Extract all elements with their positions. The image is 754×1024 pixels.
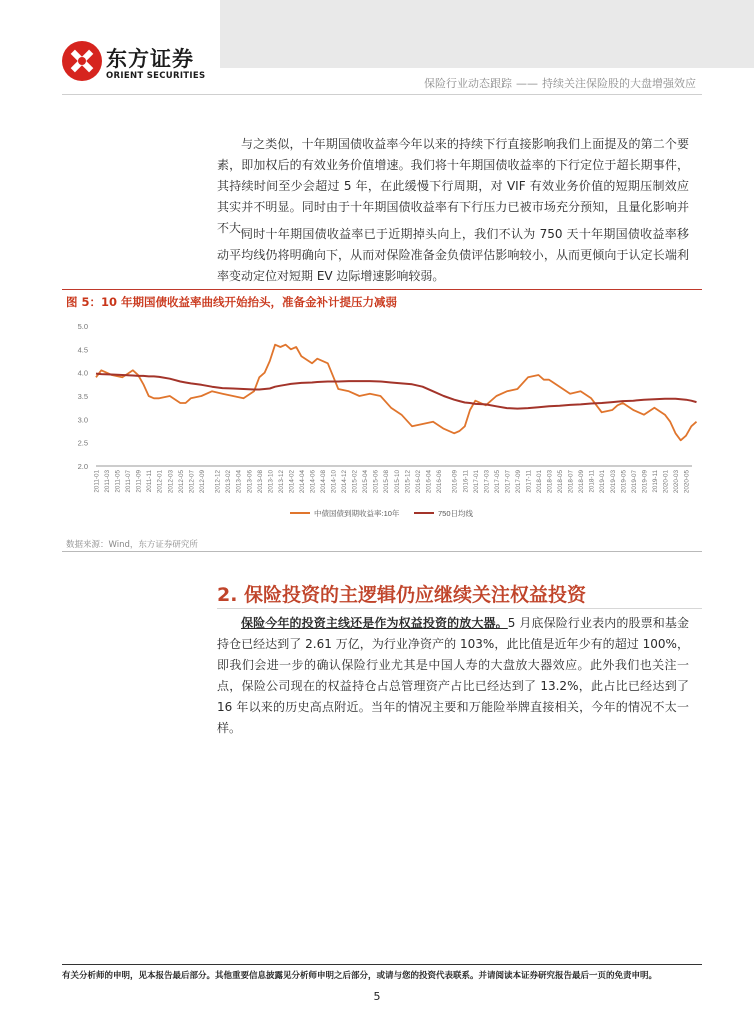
x-tick-label: 2018-01 — [536, 470, 543, 494]
report-series: 保险行业动态跟踪 — [424, 77, 512, 90]
x-tick-label: 2011-09 — [135, 470, 143, 493]
section-paragraph — [217, 613, 689, 739]
section-paragraph-text: 5 月底保险行业表内的股票和基金持仓已经达到了 2.61 万亿，为行业净资产的 103%，此比值是近年少有的超过 100%，即我们会进一步的确认保险行业尤其是中国人寿的大盘放大器效应。此外我们也关注一点，保险公司现在的权益持仓占总管理资产占比已经达到了 13.2%，此占比已经达到了 16 年以来的历史高点附近。当年的情况主要和万能险举牌直接相关，今年的情况不太一样。 — [217, 616, 689, 735]
figure-caption: 图 5：10 年期国债收益率曲线开始抬头，准备金补计提压力减弱 — [66, 295, 398, 309]
yield-10y-line — [96, 345, 697, 441]
body-paragraph-1: 与之类似，十年期国债收益率今年以来的持续下行直接影响我们上面提及的第二个要素，即加权后的有效业务价值增速。我们将十年期国债收益率的下行定位于超长期事件，其持续时间至少会超过 5 年，在此缓慢下行周期，对 VIF 有效业务价值的短期压制效应其实并不明显。同时由于十年期国债收益率有下行压力已被市场充分预知，且量化影响并不大。 — [217, 137, 689, 235]
x-tick-label: 2018-05 — [557, 469, 565, 494]
section-lead-sentence: 保险今年的投资主线还是作为权益投资的放大器。 — [241, 616, 508, 630]
report-title: 持续关注保险股的大盘增强效应 — [542, 77, 696, 90]
y-tick-label: 3.5 — [77, 392, 88, 401]
company-logo — [62, 41, 212, 89]
x-tick-label: 2013-08 — [256, 470, 264, 494]
body-paragraph-2: 同时十年期国债收益率已于近期掉头向上，我们不认为 750 天十年期国债收益率移动平均线仍将明确向下，从而对保险准备金负债评估影响较小，从而更倾向于认定长端利率变动定位对短期 EV 边际增速影响较弱。 — [217, 227, 689, 283]
x-tick-label: 2016-06 — [435, 470, 443, 494]
y-tick-label: 4.5 — [77, 345, 88, 355]
x-tick-label: 2017-09 — [514, 470, 522, 494]
header-separator: —— — [516, 77, 538, 90]
x-tick-label: 2020-03 — [672, 470, 680, 494]
running-header — [424, 75, 696, 91]
x-tick-label: 2015-12 — [404, 470, 412, 494]
y-tick-label: 5.0 — [77, 322, 88, 331]
x-tick-label: 2012-07 — [188, 470, 196, 494]
x-tick-label: 2011-11 — [146, 470, 154, 493]
orient-logo-icon — [62, 41, 102, 81]
x-tick-label: 2013-12 — [277, 470, 285, 494]
x-tick-label: 2018-07 — [567, 470, 575, 494]
x-tick-label: 2017-03 — [483, 470, 491, 494]
y-tick-label: 2.5 — [77, 438, 88, 448]
x-tick-label: 2011-01 — [93, 470, 101, 493]
x-tick-label: 2017-05 — [493, 470, 501, 494]
x-tick-label: 2012-05 — [177, 470, 185, 494]
x-tick-label: 2018-03 — [546, 470, 554, 494]
figure-source: 数据来源：Wind，东方证券研究所 — [66, 540, 198, 550]
x-tick-label: 2014-12 — [341, 470, 349, 494]
x-tick-label: 2013-02 — [225, 470, 233, 494]
footer-divider — [62, 964, 702, 965]
x-tick-label: 2015-04 — [362, 470, 370, 494]
x-tick-label: 2011-05 — [114, 470, 122, 493]
x-tick-label: 2019-09 — [641, 470, 649, 494]
x-tick-label: 2019-05 — [620, 470, 628, 494]
x-tick-label: 2014-02 — [288, 470, 296, 494]
section-heading: 2. 保险投资的主逻辑仍应继续关注权益投资 — [217, 584, 587, 606]
x-tick-label: 2019-03 — [609, 470, 617, 494]
x-tick-label: 2012-03 — [167, 470, 175, 494]
x-tick-label: 2019-01 — [599, 470, 607, 494]
x-tick-label: 2018-09 — [578, 470, 586, 494]
x-tick-label: 2011-03 — [104, 470, 112, 493]
x-tick-label: 2012-12 — [214, 470, 222, 494]
x-tick-label: 2015-08 — [383, 470, 391, 494]
page-number: 5 — [373, 990, 381, 1003]
section-divider — [217, 608, 702, 609]
x-tick-label: 2017-07 — [504, 470, 512, 494]
x-tick-label: 2019-11 — [651, 470, 659, 493]
footer-disclaimer: 有关分析师的申明，见本报告最后部分。其他重要信息披露见分析师申明之后部分，或请与您的投资代表联系。并请阅读本证券研究报告最后一页的免责申明。 — [62, 971, 658, 981]
legend-label: 中债国债到期收益率:10年 — [314, 509, 400, 518]
logo-chinese-name: 东方证券 — [106, 47, 194, 71]
x-tick-label: 2013-04 — [235, 470, 243, 494]
bond-yield-chart — [62, 312, 702, 530]
x-tick-label: 2014-08 — [320, 470, 328, 494]
figure-bottom-rule — [62, 551, 702, 552]
x-tick-label: 2015-02 — [351, 470, 359, 494]
x-tick-label: 2013-06 — [246, 470, 254, 494]
x-tick-label: 2018-11 — [588, 470, 596, 493]
x-tick-label: 2013-10 — [267, 470, 275, 494]
x-tick-label: 2015-10 — [393, 470, 401, 494]
x-tick-label: 2014-04 — [298, 470, 306, 494]
x-tick-label: 2017-01 — [472, 470, 480, 494]
x-tick-label: 2014-06 — [309, 470, 317, 494]
y-tick-label: 4.0 — [77, 368, 88, 378]
x-tick-label: 2016-04 — [425, 470, 433, 494]
figure-top-rule — [62, 289, 702, 290]
x-tick-label: 2020-05 — [683, 470, 691, 494]
x-tick-label: 2014-10 — [330, 470, 338, 494]
y-tick-label: 3.0 — [77, 415, 88, 425]
logo-english-name: ORIENT SECURITIES — [106, 71, 206, 81]
x-tick-label: 2011-07 — [125, 470, 133, 493]
x-tick-label: 2016-02 — [414, 470, 422, 494]
legend-label: 750日均线 — [438, 509, 474, 518]
x-tick-label: 2015-06 — [372, 470, 380, 494]
x-tick-label: 2020-01 — [662, 470, 670, 494]
x-tick-label: 2016-11 — [462, 470, 470, 493]
x-tick-label: 2012-09 — [198, 470, 206, 494]
x-tick-label: 2019-07 — [630, 470, 638, 494]
y-tick-label: 2.0 — [77, 462, 88, 471]
header-divider — [62, 94, 702, 95]
header-band — [220, 0, 754, 68]
x-tick-label: 2012-01 — [156, 470, 164, 494]
x-tick-label: 2017-11 — [525, 470, 533, 493]
x-tick-label: 2016-09 — [451, 470, 459, 494]
